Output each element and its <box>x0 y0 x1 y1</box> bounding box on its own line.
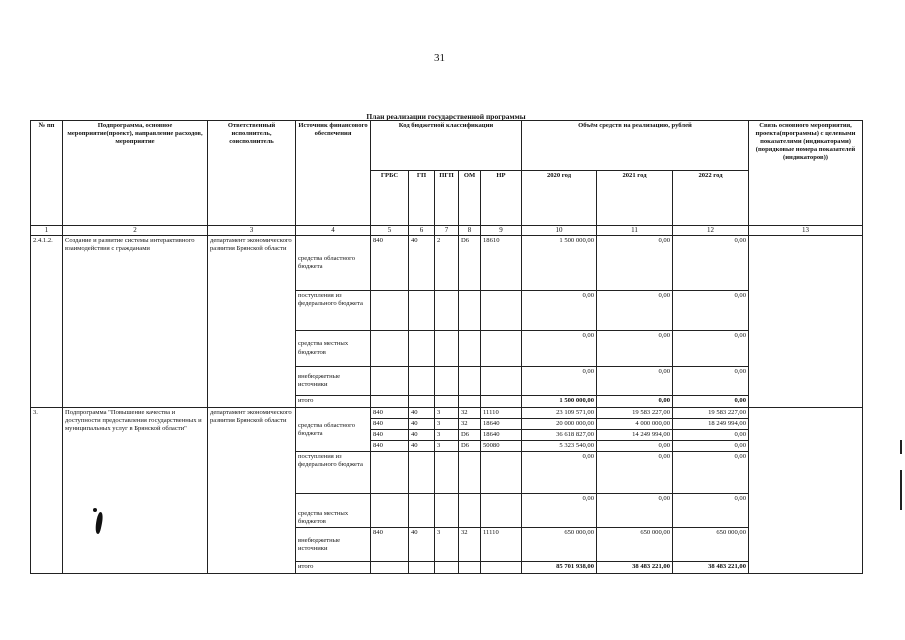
col-index: 4 <box>296 226 371 236</box>
np-cell <box>481 494 522 528</box>
value-2020: 0,00 <box>522 367 597 396</box>
pgp-cell <box>435 494 459 528</box>
np-cell <box>481 562 522 574</box>
value-2020: 0,00 <box>522 291 597 331</box>
total-2020: 85 701 938,00 <box>522 562 597 574</box>
col-index: 5 <box>371 226 409 236</box>
value-2022: 0,00 <box>673 236 749 291</box>
np-cell <box>481 452 522 494</box>
value-2021: 650 000,00 <box>597 528 673 562</box>
source-regional: средства областного бюджета <box>296 236 371 291</box>
value-2021: 0,00 <box>597 441 673 452</box>
om-cell: 32 <box>459 419 481 430</box>
om-cell: 32 <box>459 408 481 419</box>
pgp-cell <box>435 331 459 367</box>
grbs-cell <box>371 494 409 528</box>
total-2022: 0,00 <box>673 396 749 408</box>
pgp-cell <box>435 367 459 396</box>
pgp-cell: 2 <box>435 236 459 291</box>
col-index: 6 <box>409 226 435 236</box>
value-2022: 0,00 <box>673 430 749 441</box>
indicator-link <box>749 236 863 408</box>
header-kbk: Код бюджетной классификации <box>371 121 522 171</box>
header-2020: 2020 год <box>522 171 597 226</box>
col-index: 3 <box>208 226 296 236</box>
om-cell <box>459 291 481 331</box>
scan-edge-mark <box>900 470 902 510</box>
value-2020: 0,00 <box>522 452 597 494</box>
gp-cell: 40 <box>409 528 435 562</box>
total-2022: 38 483 221,00 <box>673 562 749 574</box>
om-cell <box>459 452 481 494</box>
gp-cell <box>409 331 435 367</box>
np-cell: 50080 <box>481 441 522 452</box>
value-2021: 0,00 <box>597 367 673 396</box>
col-index: 9 <box>481 226 522 236</box>
col-index: 8 <box>459 226 481 236</box>
table-caption: План реализации государственной программы <box>366 112 526 121</box>
activity-name: Подпрограмма "Повышение качества и доступности предоставления государственных и муниципальных услуг в Брянской области" <box>63 408 208 574</box>
col-index: 13 <box>749 226 863 236</box>
value-2021: 0,00 <box>597 331 673 367</box>
value-2022: 0,00 <box>673 291 749 331</box>
np-cell: 18640 <box>481 430 522 441</box>
grbs-cell: 840 <box>371 441 409 452</box>
gp-cell <box>409 396 435 408</box>
table-row <box>31 236 863 291</box>
grbs-cell <box>371 562 409 574</box>
pgp-cell: 3 <box>435 441 459 452</box>
value-2021: 0,00 <box>597 494 673 528</box>
np-cell <box>481 291 522 331</box>
activity-name: Создание и развитие системы интерактивного взаимодействия с гражданами <box>63 236 208 408</box>
value-2021: 19 583 227,00 <box>597 408 673 419</box>
total-2021: 0,00 <box>597 396 673 408</box>
om-cell: D6 <box>459 430 481 441</box>
grbs-cell: 840 <box>371 528 409 562</box>
total-2020: 1 500 000,00 <box>522 396 597 408</box>
header-pgp: ПГП <box>435 171 459 226</box>
value-2022: 0,00 <box>673 452 749 494</box>
header-row-1 <box>31 121 863 171</box>
value-2022: 650 000,00 <box>673 528 749 562</box>
pgp-cell <box>435 452 459 494</box>
header-source: Источник финансового обеспечения <box>296 121 371 226</box>
grbs-cell <box>371 331 409 367</box>
source-regional: средства областного бюджета <box>296 408 371 452</box>
header-om: ОМ <box>459 171 481 226</box>
pgp-cell: 3 <box>435 430 459 441</box>
value-2021: 0,00 <box>597 291 673 331</box>
gp-cell: 40 <box>409 441 435 452</box>
om-cell: D6 <box>459 441 481 452</box>
om-cell: 32 <box>459 528 481 562</box>
page-number: 31 <box>434 52 445 64</box>
om-cell <box>459 494 481 528</box>
col-index: 11 <box>597 226 673 236</box>
pgp-cell: 3 <box>435 528 459 562</box>
value-2022: 0,00 <box>673 367 749 396</box>
value-2020: 650 000,00 <box>522 528 597 562</box>
header-grbs: ГРБС <box>371 171 409 226</box>
value-2021: 14 249 994,00 <box>597 430 673 441</box>
value-2021: 0,00 <box>597 236 673 291</box>
value-2020: 0,00 <box>522 331 597 367</box>
gp-cell <box>409 494 435 528</box>
om-cell <box>459 396 481 408</box>
row-number: 3. <box>31 408 63 574</box>
value-2020: 5 323 540,00 <box>522 441 597 452</box>
value-2022: 18 249 994,00 <box>673 419 749 430</box>
header-num: № пп <box>31 121 63 226</box>
source-extra: внебюджетные источники <box>296 367 371 396</box>
executor: департамент экономического развития Брянской области <box>208 408 296 574</box>
np-cell <box>481 331 522 367</box>
table-row <box>31 408 863 419</box>
value-2021: 4 000 000,00 <box>597 419 673 430</box>
source-federal: поступления из федерального бюджета <box>296 452 371 494</box>
gp-cell: 40 <box>409 419 435 430</box>
np-cell: 11110 <box>481 408 522 419</box>
executor: департамент экономического развития Брянской области <box>208 236 296 408</box>
value-2022: 0,00 <box>673 441 749 452</box>
grbs-cell: 840 <box>371 430 409 441</box>
source-total: итого <box>296 396 371 408</box>
header-np: НР <box>481 171 522 226</box>
source-local: средства местных бюджетов <box>296 494 371 528</box>
om-cell <box>459 562 481 574</box>
grbs-cell <box>371 291 409 331</box>
value-2021: 0,00 <box>597 452 673 494</box>
row-number: 2.4.1.2. <box>31 236 63 408</box>
np-cell: 11110 <box>481 528 522 562</box>
value-2020: 20 000 000,00 <box>522 419 597 430</box>
header-gp: ГП <box>409 171 435 226</box>
value-2020: 23 109 571,00 <box>522 408 597 419</box>
grbs-cell <box>371 452 409 494</box>
header-link: Связь основного мероприятия, проекта(программы) с целевыми показателями (индикаторами) (порядковые номера показателей (индикаторов)) <box>749 121 863 226</box>
grbs-cell: 840 <box>371 419 409 430</box>
np-cell: 18640 <box>481 419 522 430</box>
header-2022: 2022 год <box>673 171 749 226</box>
om-cell <box>459 367 481 396</box>
col-index: 12 <box>673 226 749 236</box>
header-subprogram: Подпрограмма, основное мероприятие(проект), направление расходов, мероприятие <box>63 121 208 226</box>
pgp-cell <box>435 291 459 331</box>
source-local: средства местных бюджетов <box>296 331 371 367</box>
col-index: 2 <box>63 226 208 236</box>
pgp-cell: 3 <box>435 408 459 419</box>
scan-edge-mark <box>900 440 902 454</box>
program-plan-table <box>30 120 863 574</box>
om-cell: D6 <box>459 236 481 291</box>
gp-cell: 40 <box>409 408 435 419</box>
col-index: 7 <box>435 226 459 236</box>
grbs-cell <box>371 367 409 396</box>
gp-cell: 40 <box>409 236 435 291</box>
gp-cell <box>409 367 435 396</box>
value-2020: 1 500 000,00 <box>522 236 597 291</box>
grbs-cell: 840 <box>371 236 409 291</box>
header-volume: Объём средств на реализацию, рублей <box>522 121 749 171</box>
header-2021: 2021 год <box>597 171 673 226</box>
value-2022: 0,00 <box>673 494 749 528</box>
source-total: итого <box>296 562 371 574</box>
ink-dot <box>93 508 97 512</box>
gp-cell <box>409 562 435 574</box>
col-index: 10 <box>522 226 597 236</box>
grbs-cell: 840 <box>371 408 409 419</box>
indicator-link <box>749 408 863 574</box>
np-cell <box>481 396 522 408</box>
value-2022: 19 583 227,00 <box>673 408 749 419</box>
gp-cell: 40 <box>409 430 435 441</box>
column-index-row <box>31 226 863 236</box>
grbs-cell <box>371 396 409 408</box>
gp-cell <box>409 291 435 331</box>
pgp-cell <box>435 562 459 574</box>
total-2021: 38 483 221,00 <box>597 562 673 574</box>
value-2020: 36 618 827,00 <box>522 430 597 441</box>
value-2020: 0,00 <box>522 494 597 528</box>
np-cell <box>481 367 522 396</box>
col-index: 1 <box>31 226 63 236</box>
header-executor: Ответственный исполнитель, соисполнитель <box>208 121 296 226</box>
gp-cell <box>409 452 435 494</box>
np-cell: 18610 <box>481 236 522 291</box>
value-2022: 0,00 <box>673 331 749 367</box>
om-cell <box>459 331 481 367</box>
pgp-cell: 3 <box>435 419 459 430</box>
source-extra: внебюджетные источники <box>296 528 371 562</box>
pgp-cell <box>435 396 459 408</box>
source-federal: поступления из федерального бюджета <box>296 291 371 331</box>
